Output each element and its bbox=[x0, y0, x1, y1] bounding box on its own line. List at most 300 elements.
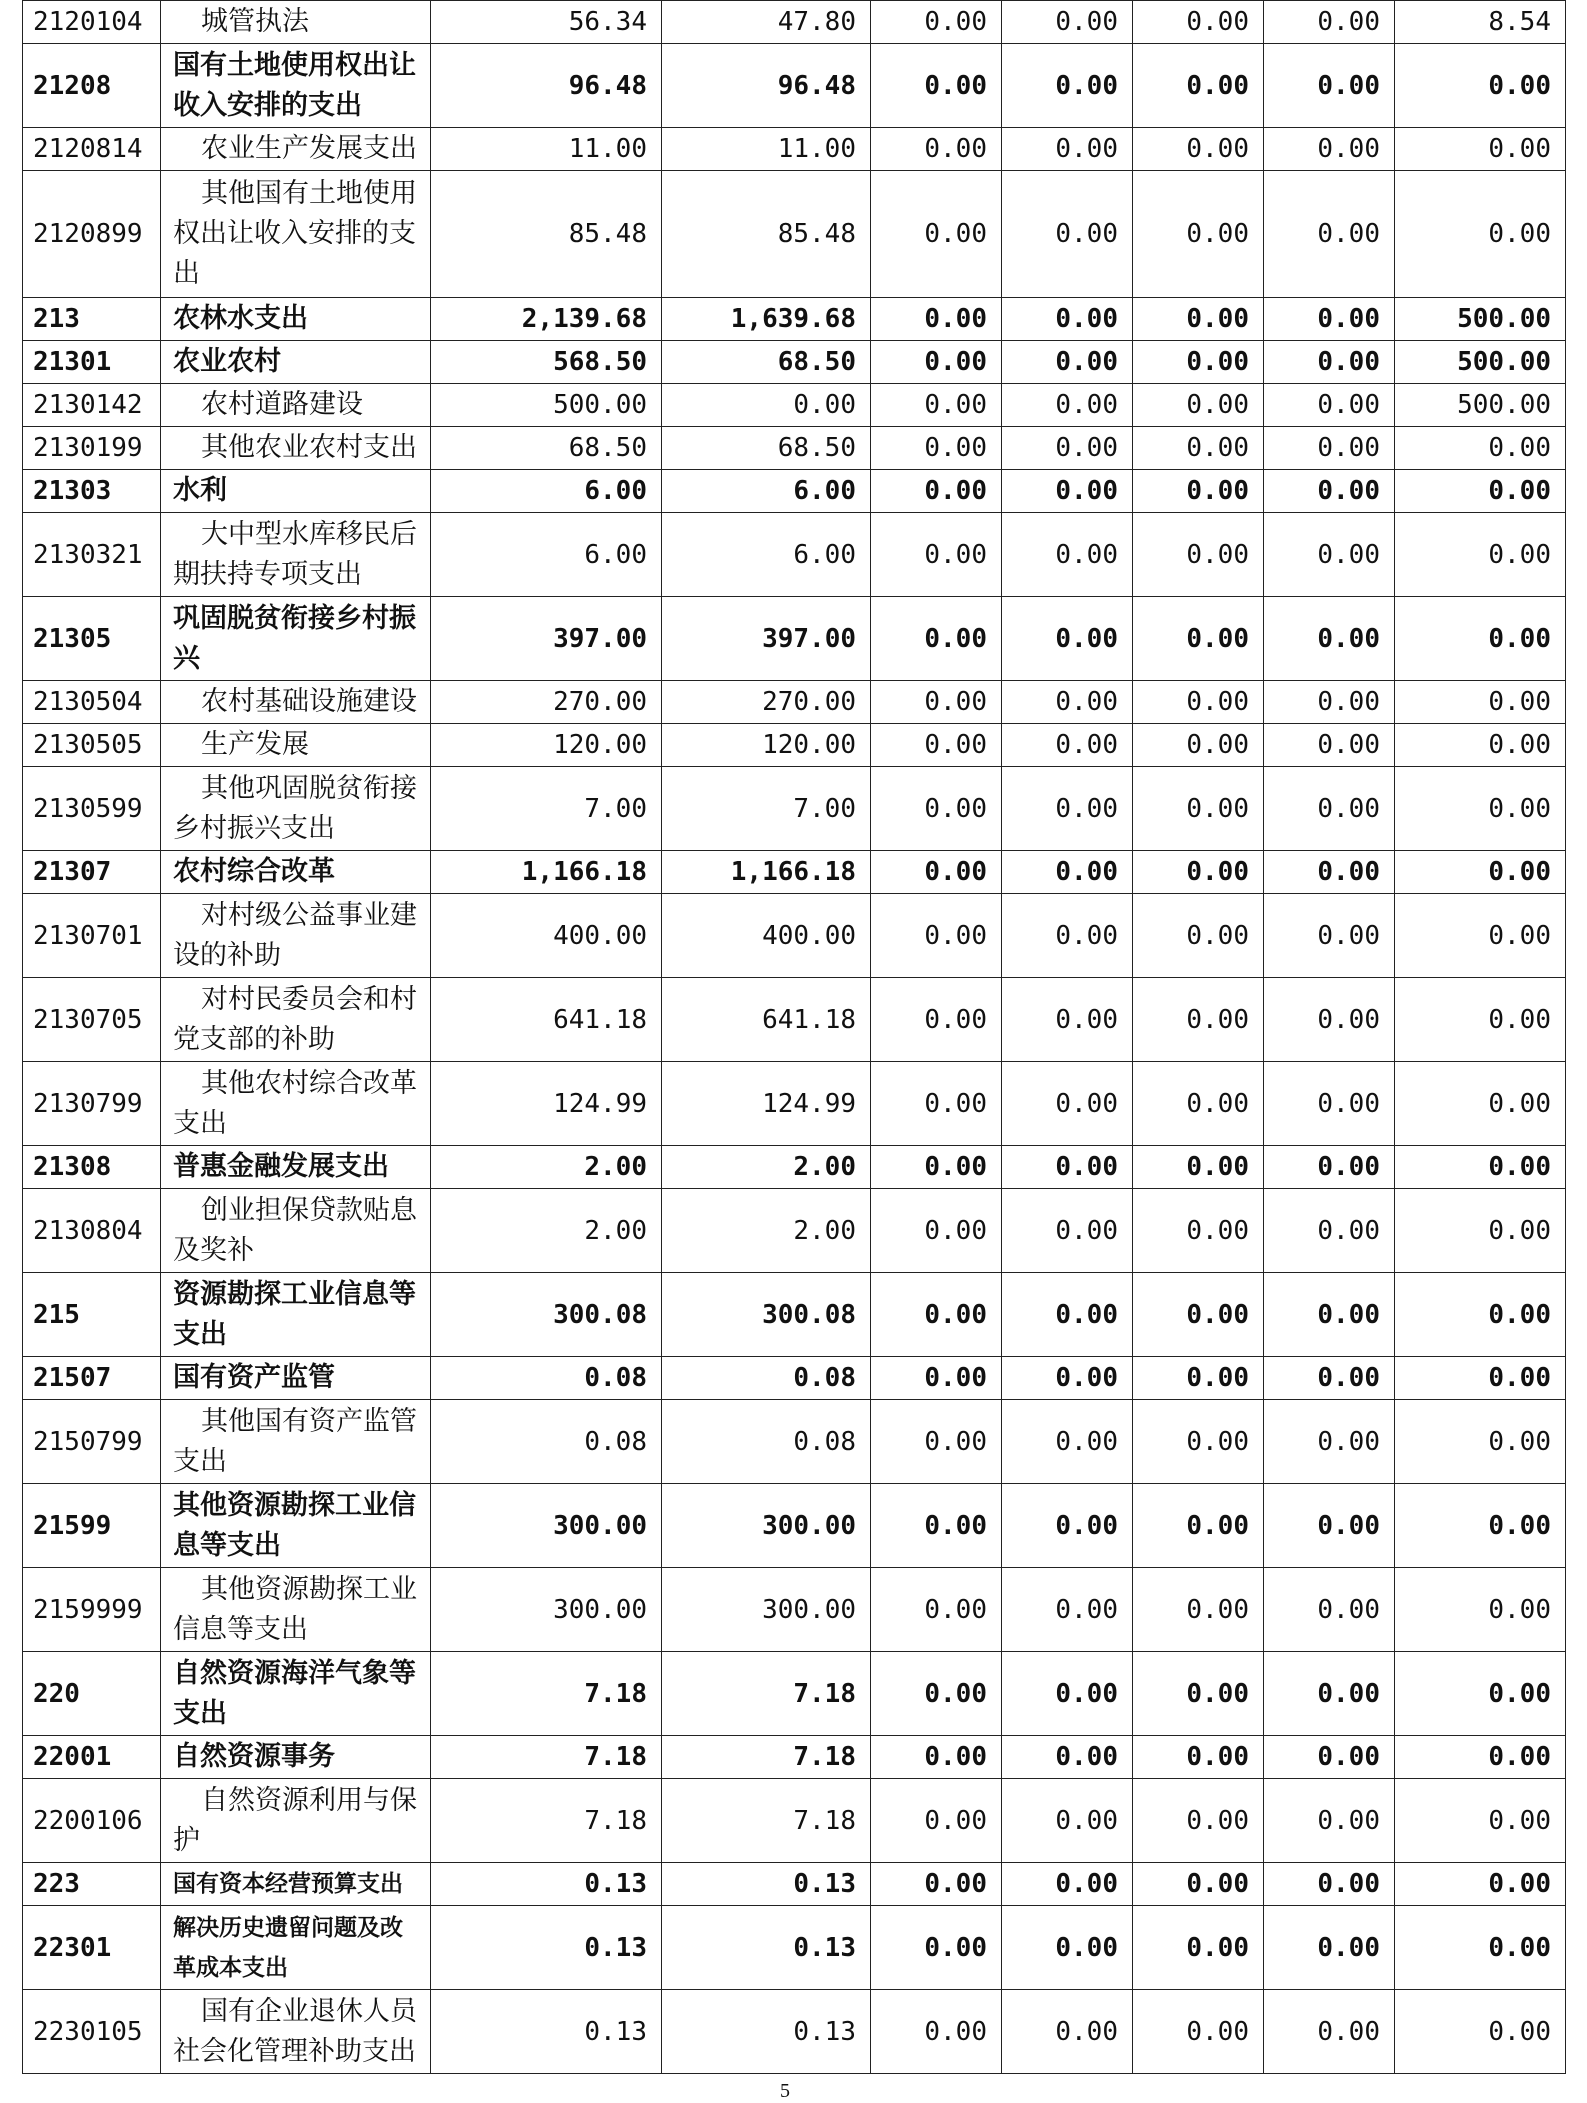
row-name: 生产发展 bbox=[161, 724, 431, 767]
row-value-col-2: 11.00 bbox=[662, 128, 871, 171]
row-value-col-4: 0.00 bbox=[1002, 597, 1133, 681]
row-value-col-1: 124.99 bbox=[431, 1062, 662, 1146]
row-value-col-5: 0.00 bbox=[1133, 427, 1264, 470]
row-value-col-4: 0.00 bbox=[1002, 724, 1133, 767]
table-row bbox=[23, 1484, 1566, 1568]
row-code: 2130804 bbox=[23, 1189, 161, 1273]
row-value-col-5: 0.00 bbox=[1133, 681, 1264, 724]
table-row bbox=[23, 128, 1566, 171]
row-value-col-4: 0.00 bbox=[1002, 513, 1133, 597]
row-value-col-7: 0.00 bbox=[1395, 851, 1566, 894]
row-value-col-1: 11.00 bbox=[431, 128, 662, 171]
row-code: 2130142 bbox=[23, 384, 161, 427]
row-code: 2130321 bbox=[23, 513, 161, 597]
row-code: 22301 bbox=[23, 1906, 161, 1990]
row-value-col-4: 0.00 bbox=[1002, 1779, 1133, 1863]
row-value-col-6: 0.00 bbox=[1264, 1273, 1395, 1357]
row-value-col-3: 0.00 bbox=[871, 1357, 1002, 1400]
row-value-col-5: 0.00 bbox=[1133, 724, 1264, 767]
table-row bbox=[23, 1863, 1566, 1906]
row-value-col-3: 0.00 bbox=[871, 724, 1002, 767]
row-value-col-4: 0.00 bbox=[1002, 1652, 1133, 1736]
row-value-col-6: 0.00 bbox=[1264, 1906, 1395, 1990]
row-value-col-1: 400.00 bbox=[431, 894, 662, 978]
row-value-col-2: 1,639.68 bbox=[662, 298, 871, 341]
table-row bbox=[23, 298, 1566, 341]
row-value-col-4: 0.00 bbox=[1002, 44, 1133, 128]
row-value-col-4: 0.00 bbox=[1002, 1062, 1133, 1146]
row-value-col-1: 641.18 bbox=[431, 978, 662, 1062]
row-code: 2130199 bbox=[23, 427, 161, 470]
table-body bbox=[23, 1, 1566, 2074]
row-value-col-3: 0.00 bbox=[871, 1400, 1002, 1484]
row-value-col-3: 0.00 bbox=[871, 1189, 1002, 1273]
row-value-col-3: 0.00 bbox=[871, 1863, 1002, 1906]
row-code: 2120814 bbox=[23, 128, 161, 171]
row-value-col-6: 0.00 bbox=[1264, 767, 1395, 851]
row-value-col-1: 6.00 bbox=[431, 470, 662, 513]
row-code: 2130504 bbox=[23, 681, 161, 724]
table-row bbox=[23, 44, 1566, 128]
row-value-col-1: 96.48 bbox=[431, 44, 662, 128]
row-value-col-5: 0.00 bbox=[1133, 1273, 1264, 1357]
row-value-col-4: 0.00 bbox=[1002, 1189, 1133, 1273]
row-code: 2130701 bbox=[23, 894, 161, 978]
table-row bbox=[23, 1, 1566, 44]
row-value-col-7: 0.00 bbox=[1395, 128, 1566, 171]
row-name: 国有土地使用权出让收入安排的支出 bbox=[161, 44, 431, 128]
row-value-col-2: 641.18 bbox=[662, 978, 871, 1062]
row-value-col-2: 270.00 bbox=[662, 681, 871, 724]
row-value-col-2: 7.00 bbox=[662, 767, 871, 851]
row-value-col-1: 500.00 bbox=[431, 384, 662, 427]
row-value-col-4: 0.00 bbox=[1002, 384, 1133, 427]
table-row bbox=[23, 341, 1566, 384]
row-value-col-6: 0.00 bbox=[1264, 44, 1395, 128]
row-value-col-6: 0.00 bbox=[1264, 851, 1395, 894]
row-value-col-3: 0.00 bbox=[871, 1, 1002, 44]
row-code: 21305 bbox=[23, 597, 161, 681]
row-value-col-2: 6.00 bbox=[662, 470, 871, 513]
row-value-col-2: 300.08 bbox=[662, 1273, 871, 1357]
row-name: 解决历史遗留问题及改革成本支出 bbox=[161, 1906, 431, 1990]
row-code: 21307 bbox=[23, 851, 161, 894]
row-value-col-3: 0.00 bbox=[871, 597, 1002, 681]
row-value-col-5: 0.00 bbox=[1133, 1062, 1264, 1146]
row-value-col-6: 0.00 bbox=[1264, 384, 1395, 427]
row-value-col-1: 2.00 bbox=[431, 1146, 662, 1189]
row-value-col-7: 0.00 bbox=[1395, 1652, 1566, 1736]
row-value-col-6: 0.00 bbox=[1264, 724, 1395, 767]
row-value-col-6: 0.00 bbox=[1264, 894, 1395, 978]
row-value-col-1: 56.34 bbox=[431, 1, 662, 44]
row-value-col-6: 0.00 bbox=[1264, 171, 1395, 298]
row-name: 其他资源勘探工业信息等支出 bbox=[161, 1568, 431, 1652]
row-value-col-1: 300.00 bbox=[431, 1484, 662, 1568]
table-row bbox=[23, 384, 1566, 427]
row-name: 其他国有土地使用权出让收入安排的支出 bbox=[161, 171, 431, 298]
table-row bbox=[23, 1990, 1566, 2074]
row-value-col-2: 397.00 bbox=[662, 597, 871, 681]
row-value-col-6: 0.00 bbox=[1264, 1062, 1395, 1146]
row-value-col-3: 0.00 bbox=[871, 681, 1002, 724]
row-value-col-1: 300.00 bbox=[431, 1568, 662, 1652]
row-value-col-5: 0.00 bbox=[1133, 1652, 1264, 1736]
row-value-col-1: 7.18 bbox=[431, 1779, 662, 1863]
row-name: 农村综合改革 bbox=[161, 851, 431, 894]
row-value-col-4: 0.00 bbox=[1002, 1400, 1133, 1484]
row-name: 其他资源勘探工业信息等支出 bbox=[161, 1484, 431, 1568]
row-value-col-4: 0.00 bbox=[1002, 1990, 1133, 2074]
row-name: 其他农业农村支出 bbox=[161, 427, 431, 470]
row-value-col-3: 0.00 bbox=[871, 128, 1002, 171]
row-value-col-7: 0.00 bbox=[1395, 978, 1566, 1062]
row-code: 21599 bbox=[23, 1484, 161, 1568]
row-value-col-3: 0.00 bbox=[871, 851, 1002, 894]
row-value-col-6: 0.00 bbox=[1264, 978, 1395, 1062]
row-code: 2130505 bbox=[23, 724, 161, 767]
row-value-col-3: 0.00 bbox=[871, 44, 1002, 128]
row-value-col-6: 0.00 bbox=[1264, 427, 1395, 470]
row-value-col-7: 0.00 bbox=[1395, 171, 1566, 298]
table-row bbox=[23, 513, 1566, 597]
row-value-col-6: 0.00 bbox=[1264, 128, 1395, 171]
row-name: 大中型水库移民后期扶持专项支出 bbox=[161, 513, 431, 597]
row-value-col-6: 0.00 bbox=[1264, 1189, 1395, 1273]
row-value-col-6: 0.00 bbox=[1264, 298, 1395, 341]
row-value-col-2: 7.18 bbox=[662, 1652, 871, 1736]
row-value-col-6: 0.00 bbox=[1264, 1568, 1395, 1652]
row-value-col-4: 0.00 bbox=[1002, 1736, 1133, 1779]
row-value-col-3: 0.00 bbox=[871, 298, 1002, 341]
row-value-col-2: 1,166.18 bbox=[662, 851, 871, 894]
row-value-col-3: 0.00 bbox=[871, 513, 1002, 597]
row-value-col-3: 0.00 bbox=[871, 1990, 1002, 2074]
row-value-col-3: 0.00 bbox=[871, 1484, 1002, 1568]
row-value-col-5: 0.00 bbox=[1133, 171, 1264, 298]
row-value-col-7: 0.00 bbox=[1395, 681, 1566, 724]
row-value-col-5: 0.00 bbox=[1133, 1146, 1264, 1189]
row-name: 国有资产监管 bbox=[161, 1357, 431, 1400]
row-value-col-7: 0.00 bbox=[1395, 1146, 1566, 1189]
row-name: 自然资源事务 bbox=[161, 1736, 431, 1779]
row-value-col-5: 0.00 bbox=[1133, 1357, 1264, 1400]
row-value-col-4: 0.00 bbox=[1002, 298, 1133, 341]
row-code: 223 bbox=[23, 1863, 161, 1906]
row-name: 资源勘探工业信息等支出 bbox=[161, 1273, 431, 1357]
row-value-col-4: 0.00 bbox=[1002, 1, 1133, 44]
row-value-col-1: 300.08 bbox=[431, 1273, 662, 1357]
table-row bbox=[23, 427, 1566, 470]
row-value-col-7: 0.00 bbox=[1395, 1062, 1566, 1146]
row-value-col-3: 0.00 bbox=[871, 978, 1002, 1062]
row-value-col-1: 568.50 bbox=[431, 341, 662, 384]
row-value-col-4: 0.00 bbox=[1002, 1146, 1133, 1189]
row-value-col-5: 0.00 bbox=[1133, 298, 1264, 341]
row-value-col-7: 0.00 bbox=[1395, 1357, 1566, 1400]
row-value-col-2: 7.18 bbox=[662, 1779, 871, 1863]
row-value-col-6: 0.00 bbox=[1264, 1357, 1395, 1400]
row-value-col-4: 0.00 bbox=[1002, 427, 1133, 470]
row-value-col-7: 0.00 bbox=[1395, 427, 1566, 470]
row-value-col-4: 0.00 bbox=[1002, 1273, 1133, 1357]
row-value-col-6: 0.00 bbox=[1264, 1652, 1395, 1736]
row-name: 城管执法 bbox=[161, 1, 431, 44]
row-value-col-3: 0.00 bbox=[871, 1906, 1002, 1990]
row-value-col-6: 0.00 bbox=[1264, 1736, 1395, 1779]
row-value-col-7: 0.00 bbox=[1395, 513, 1566, 597]
row-value-col-4: 0.00 bbox=[1002, 894, 1133, 978]
row-value-col-4: 0.00 bbox=[1002, 1484, 1133, 1568]
row-value-col-2: 400.00 bbox=[662, 894, 871, 978]
row-value-col-2: 0.08 bbox=[662, 1400, 871, 1484]
row-value-col-2: 120.00 bbox=[662, 724, 871, 767]
row-value-col-5: 0.00 bbox=[1133, 597, 1264, 681]
table-row bbox=[23, 1189, 1566, 1273]
row-value-col-3: 0.00 bbox=[871, 1146, 1002, 1189]
row-value-col-7: 0.00 bbox=[1395, 1484, 1566, 1568]
row-value-col-3: 0.00 bbox=[871, 171, 1002, 298]
row-value-col-5: 0.00 bbox=[1133, 851, 1264, 894]
row-name: 农村基础设施建设 bbox=[161, 681, 431, 724]
row-code: 2200106 bbox=[23, 1779, 161, 1863]
row-code: 215 bbox=[23, 1273, 161, 1357]
row-value-col-2: 124.99 bbox=[662, 1062, 871, 1146]
row-value-col-4: 0.00 bbox=[1002, 1906, 1133, 1990]
row-code: 21208 bbox=[23, 44, 161, 128]
row-value-col-4: 0.00 bbox=[1002, 1357, 1133, 1400]
row-value-col-5: 0.00 bbox=[1133, 1906, 1264, 1990]
row-name: 农业农村 bbox=[161, 341, 431, 384]
row-code: 220 bbox=[23, 1652, 161, 1736]
row-value-col-2: 68.50 bbox=[662, 427, 871, 470]
row-name: 农林水支出 bbox=[161, 298, 431, 341]
row-value-col-1: 270.00 bbox=[431, 681, 662, 724]
row-value-col-3: 0.00 bbox=[871, 384, 1002, 427]
row-value-col-6: 0.00 bbox=[1264, 1863, 1395, 1906]
row-value-col-6: 0.00 bbox=[1264, 470, 1395, 513]
row-value-col-2: 2.00 bbox=[662, 1189, 871, 1273]
row-value-col-5: 0.00 bbox=[1133, 1779, 1264, 1863]
row-name: 其他巩固脱贫衔接乡村振兴支出 bbox=[161, 767, 431, 851]
row-value-col-2: 300.00 bbox=[662, 1568, 871, 1652]
row-name: 巩固脱贫衔接乡村振兴 bbox=[161, 597, 431, 681]
row-value-col-5: 0.00 bbox=[1133, 1, 1264, 44]
row-value-col-1: 1,166.18 bbox=[431, 851, 662, 894]
table-row bbox=[23, 1273, 1566, 1357]
row-value-col-4: 0.00 bbox=[1002, 1863, 1133, 1906]
row-value-col-5: 0.00 bbox=[1133, 1863, 1264, 1906]
row-code: 2230105 bbox=[23, 1990, 161, 2074]
row-value-col-7: 0.00 bbox=[1395, 470, 1566, 513]
row-code: 21301 bbox=[23, 341, 161, 384]
row-value-col-6: 0.00 bbox=[1264, 1990, 1395, 2074]
row-value-col-3: 0.00 bbox=[871, 1062, 1002, 1146]
row-name: 国有企业退休人员社会化管理补助支出 bbox=[161, 1990, 431, 2074]
table-row bbox=[23, 724, 1566, 767]
row-value-col-5: 0.00 bbox=[1133, 341, 1264, 384]
row-value-col-7: 0.00 bbox=[1395, 1779, 1566, 1863]
table-row bbox=[23, 1400, 1566, 1484]
row-value-col-1: 0.13 bbox=[431, 1906, 662, 1990]
table-row bbox=[23, 1736, 1566, 1779]
row-value-col-4: 0.00 bbox=[1002, 128, 1133, 171]
row-name: 农村道路建设 bbox=[161, 384, 431, 427]
table-row bbox=[23, 1062, 1566, 1146]
table-row bbox=[23, 894, 1566, 978]
row-name: 其他国有资产监管支出 bbox=[161, 1400, 431, 1484]
row-value-col-7: 0.00 bbox=[1395, 597, 1566, 681]
row-code: 2150799 bbox=[23, 1400, 161, 1484]
row-value-col-7: 0.00 bbox=[1395, 1736, 1566, 1779]
row-value-col-2: 0.13 bbox=[662, 1863, 871, 1906]
row-value-col-1: 68.50 bbox=[431, 427, 662, 470]
row-value-col-4: 0.00 bbox=[1002, 171, 1133, 298]
row-value-col-2: 85.48 bbox=[662, 171, 871, 298]
row-value-col-3: 0.00 bbox=[871, 1273, 1002, 1357]
row-value-col-6: 0.00 bbox=[1264, 1400, 1395, 1484]
row-code: 2130599 bbox=[23, 767, 161, 851]
table-row bbox=[23, 1357, 1566, 1400]
table-row bbox=[23, 597, 1566, 681]
row-value-col-7: 0.00 bbox=[1395, 1568, 1566, 1652]
table-row bbox=[23, 171, 1566, 298]
row-value-col-6: 0.00 bbox=[1264, 1, 1395, 44]
row-value-col-5: 0.00 bbox=[1133, 1400, 1264, 1484]
row-value-col-6: 0.00 bbox=[1264, 1779, 1395, 1863]
row-value-col-7: 0.00 bbox=[1395, 724, 1566, 767]
table-row bbox=[23, 470, 1566, 513]
table-row bbox=[23, 978, 1566, 1062]
row-value-col-2: 6.00 bbox=[662, 513, 871, 597]
row-value-col-4: 0.00 bbox=[1002, 470, 1133, 513]
row-value-col-5: 0.00 bbox=[1133, 767, 1264, 851]
row-value-col-1: 7.18 bbox=[431, 1736, 662, 1779]
row-value-col-2: 47.80 bbox=[662, 1, 871, 44]
row-value-col-7: 500.00 bbox=[1395, 384, 1566, 427]
table-row bbox=[23, 1146, 1566, 1189]
row-value-col-5: 0.00 bbox=[1133, 1189, 1264, 1273]
row-value-col-1: 120.00 bbox=[431, 724, 662, 767]
row-value-col-5: 0.00 bbox=[1133, 1990, 1264, 2074]
row-value-col-2: 0.13 bbox=[662, 1906, 871, 1990]
row-value-col-7: 0.00 bbox=[1395, 1400, 1566, 1484]
row-value-col-2: 68.50 bbox=[662, 341, 871, 384]
row-value-col-5: 0.00 bbox=[1133, 384, 1264, 427]
row-value-col-6: 0.00 bbox=[1264, 1484, 1395, 1568]
row-value-col-5: 0.00 bbox=[1133, 513, 1264, 597]
row-code: 213 bbox=[23, 298, 161, 341]
row-value-col-1: 7.18 bbox=[431, 1652, 662, 1736]
row-name: 水利 bbox=[161, 470, 431, 513]
row-value-col-5: 0.00 bbox=[1133, 128, 1264, 171]
row-name: 对村级公益事业建设的补助 bbox=[161, 894, 431, 978]
row-value-col-1: 0.08 bbox=[431, 1357, 662, 1400]
row-name: 对村民委员会和村党支部的补助 bbox=[161, 978, 431, 1062]
row-name: 自然资源利用与保护 bbox=[161, 1779, 431, 1863]
row-value-col-5: 0.00 bbox=[1133, 44, 1264, 128]
row-value-col-7: 500.00 bbox=[1395, 341, 1566, 384]
page-number: 5 bbox=[780, 2080, 790, 2102]
row-value-col-2: 2.00 bbox=[662, 1146, 871, 1189]
row-value-col-3: 0.00 bbox=[871, 427, 1002, 470]
row-value-col-3: 0.00 bbox=[871, 767, 1002, 851]
table-row bbox=[23, 1568, 1566, 1652]
row-name: 普惠金融发展支出 bbox=[161, 1146, 431, 1189]
row-value-col-1: 2,139.68 bbox=[431, 298, 662, 341]
row-value-col-7: 0.00 bbox=[1395, 1863, 1566, 1906]
row-value-col-7: 0.00 bbox=[1395, 767, 1566, 851]
row-value-col-5: 0.00 bbox=[1133, 894, 1264, 978]
row-value-col-7: 0.00 bbox=[1395, 894, 1566, 978]
row-value-col-5: 0.00 bbox=[1133, 1484, 1264, 1568]
row-value-col-3: 0.00 bbox=[871, 1652, 1002, 1736]
row-value-col-3: 0.00 bbox=[871, 341, 1002, 384]
row-value-col-5: 0.00 bbox=[1133, 978, 1264, 1062]
row-value-col-6: 0.00 bbox=[1264, 341, 1395, 384]
row-code: 22001 bbox=[23, 1736, 161, 1779]
row-value-col-2: 0.00 bbox=[662, 384, 871, 427]
row-name: 自然资源海洋气象等支出 bbox=[161, 1652, 431, 1736]
row-name: 农业生产发展支出 bbox=[161, 128, 431, 171]
row-value-col-3: 0.00 bbox=[871, 470, 1002, 513]
row-value-col-4: 0.00 bbox=[1002, 767, 1133, 851]
row-code: 21308 bbox=[23, 1146, 161, 1189]
row-value-col-4: 0.00 bbox=[1002, 851, 1133, 894]
row-value-col-1: 397.00 bbox=[431, 597, 662, 681]
row-value-col-6: 0.00 bbox=[1264, 513, 1395, 597]
row-code: 2130705 bbox=[23, 978, 161, 1062]
row-value-col-1: 6.00 bbox=[431, 513, 662, 597]
row-value-col-4: 0.00 bbox=[1002, 341, 1133, 384]
row-value-col-4: 0.00 bbox=[1002, 978, 1133, 1062]
row-value-col-1: 85.48 bbox=[431, 171, 662, 298]
row-name: 其他农村综合改革支出 bbox=[161, 1062, 431, 1146]
row-value-col-4: 0.00 bbox=[1002, 681, 1133, 724]
table-row bbox=[23, 1779, 1566, 1863]
row-value-col-7: 0.00 bbox=[1395, 1189, 1566, 1273]
row-value-col-7: 0.00 bbox=[1395, 1273, 1566, 1357]
row-value-col-7: 500.00 bbox=[1395, 298, 1566, 341]
row-value-col-2: 300.00 bbox=[662, 1484, 871, 1568]
table-row bbox=[23, 1906, 1566, 1990]
row-value-col-5: 0.00 bbox=[1133, 1736, 1264, 1779]
table-row bbox=[23, 681, 1566, 724]
row-value-col-5: 0.00 bbox=[1133, 1568, 1264, 1652]
row-code: 21303 bbox=[23, 470, 161, 513]
row-value-col-7: 0.00 bbox=[1395, 1906, 1566, 1990]
row-value-col-2: 0.13 bbox=[662, 1990, 871, 2074]
row-value-col-1: 7.00 bbox=[431, 767, 662, 851]
row-value-col-4: 0.00 bbox=[1002, 1568, 1133, 1652]
row-value-col-1: 2.00 bbox=[431, 1189, 662, 1273]
row-value-col-2: 96.48 bbox=[662, 44, 871, 128]
row-value-col-7: 8.54 bbox=[1395, 1, 1566, 44]
row-value-col-3: 0.00 bbox=[871, 1568, 1002, 1652]
row-value-col-7: 0.00 bbox=[1395, 44, 1566, 128]
row-value-col-6: 0.00 bbox=[1264, 597, 1395, 681]
row-code: 2120104 bbox=[23, 1, 161, 44]
row-value-col-1: 0.13 bbox=[431, 1990, 662, 2074]
row-code: 21507 bbox=[23, 1357, 161, 1400]
table-row bbox=[23, 851, 1566, 894]
budget-expenditure-table bbox=[22, 0, 1566, 2074]
row-value-col-3: 0.00 bbox=[871, 1779, 1002, 1863]
row-value-col-6: 0.00 bbox=[1264, 1146, 1395, 1189]
table-row bbox=[23, 767, 1566, 851]
row-value-col-1: 0.08 bbox=[431, 1400, 662, 1484]
row-value-col-1: 0.13 bbox=[431, 1863, 662, 1906]
